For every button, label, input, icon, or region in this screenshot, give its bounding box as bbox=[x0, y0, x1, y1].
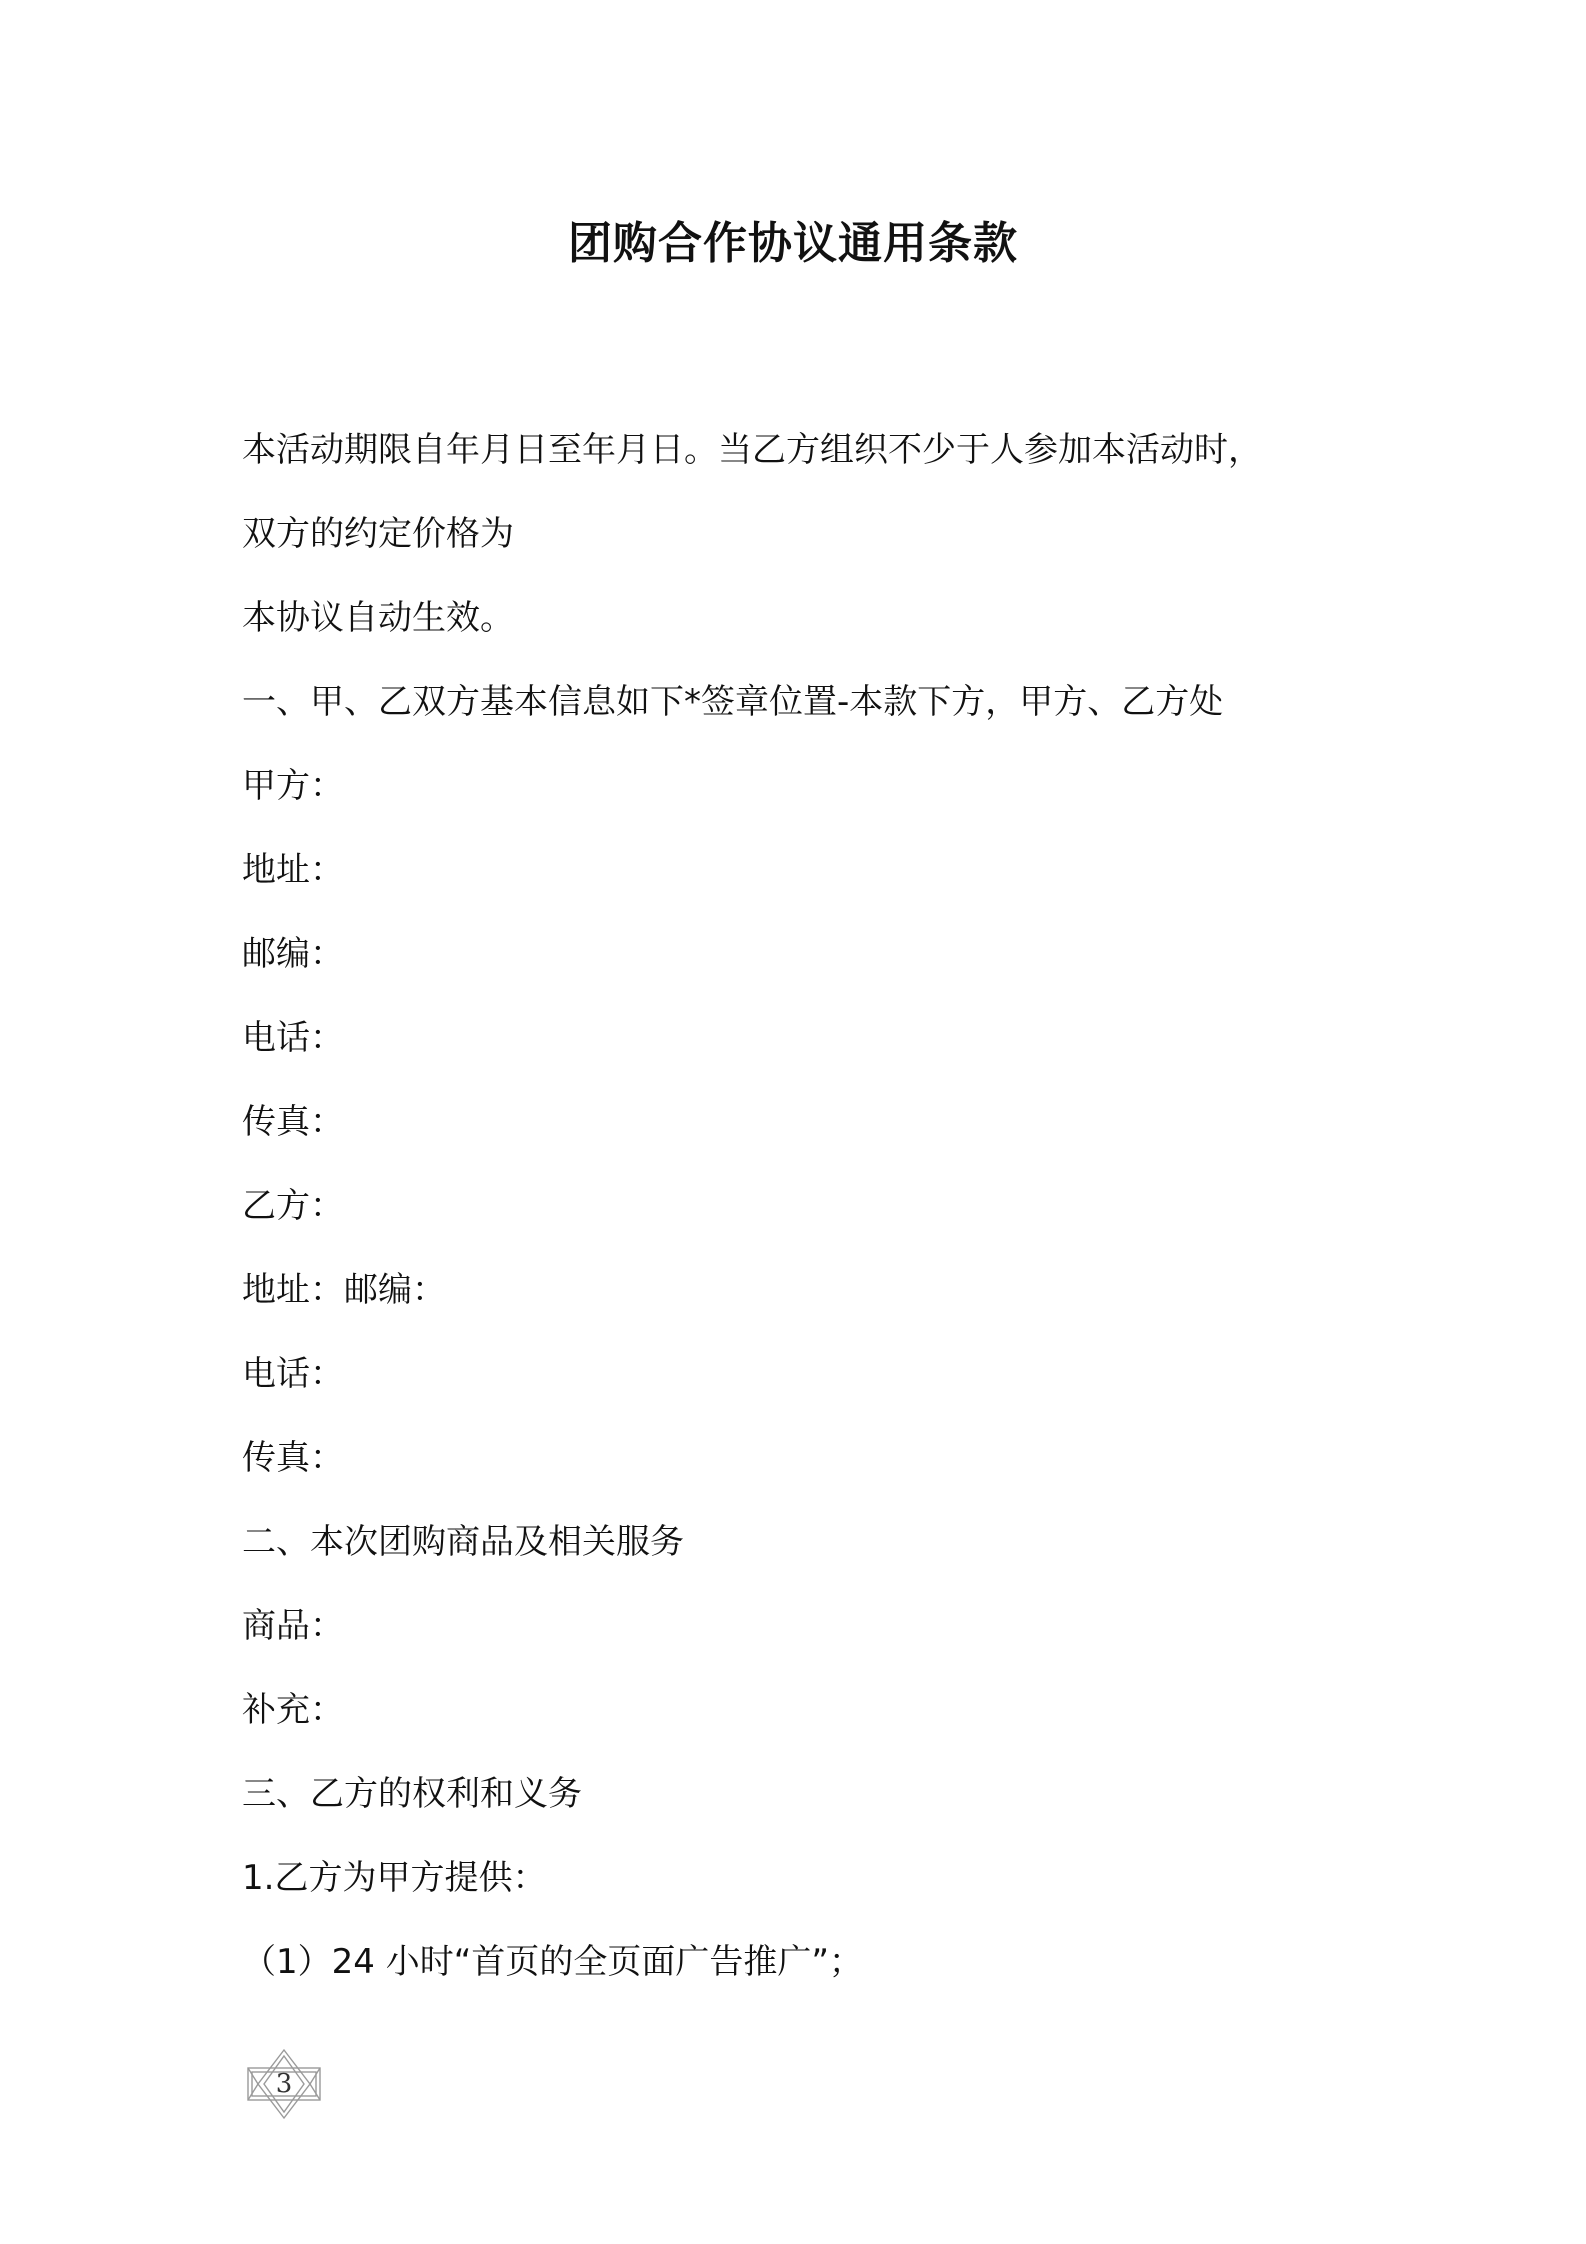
field-label: 商品： bbox=[242, 1606, 344, 1646]
section-heading: 二、本次团购商品及相关服务 bbox=[242, 1522, 684, 1562]
list-item: （1）24 小时“首页的全页面广告推广”； bbox=[242, 1942, 863, 1982]
field-label: 甲方： bbox=[242, 766, 344, 806]
paragraph-line: 双方的约定价格为 bbox=[242, 514, 514, 554]
paragraph-line: 本协议自动生效。 bbox=[242, 598, 514, 638]
paragraph-line: 本活动期限自年月日至年月日。当乙方组织不少于人参加本活动时， bbox=[242, 430, 1262, 470]
field-label: 电话： bbox=[242, 1354, 344, 1394]
section-heading: 三、乙方的权利和义务 bbox=[242, 1774, 582, 1814]
document-body bbox=[242, 408, 1362, 2004]
field-label: 乙方： bbox=[242, 1186, 344, 1226]
paragraph-line: 1.乙方为甲方提供： bbox=[242, 1858, 547, 1898]
field-label: 电话： bbox=[242, 1018, 344, 1058]
field-label: 邮编： bbox=[242, 934, 344, 974]
field-label: 传真： bbox=[242, 1102, 344, 1142]
field-label: 地址：邮编： bbox=[242, 1270, 446, 1310]
field-label: 补充： bbox=[242, 1690, 344, 1730]
section-heading: 一、甲、乙双方基本信息如下*签章位置-本款下方，甲方、乙方处 bbox=[242, 682, 1224, 722]
document-title: 团购合作协议通用条款 bbox=[568, 218, 1018, 269]
field-label: 地址： bbox=[242, 850, 344, 890]
field-label: 传真： bbox=[242, 1438, 344, 1478]
page-number-badge bbox=[244, 2048, 324, 2120]
page-number: 3 bbox=[275, 2069, 293, 2099]
